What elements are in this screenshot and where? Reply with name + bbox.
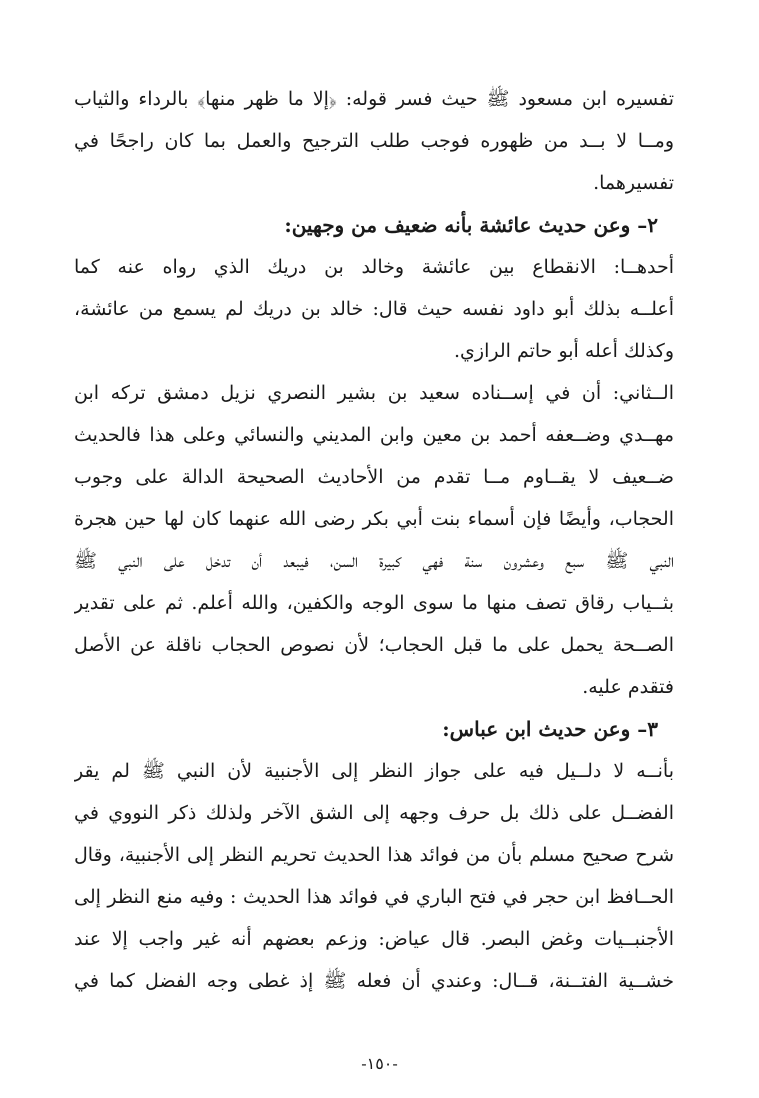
- text-line: تفسيره ابن مسعود ﷺ حيث فسر قوله: ﴿إلا ما ظهر منها﴾ بالرداء والثياب: [74, 88, 674, 110]
- text-line: الحجاب، وأيضًا فإن أسماء بنت أبي بكر رضى الله عنهما كان لها حين هجرة: [74, 508, 674, 530]
- text-line: الصــحة يحمل على ما قبل الحجاب؛ لأن نصوص الحجاب ناقلة عن الأصل: [74, 634, 674, 656]
- body-text: [74, 78, 674, 1002]
- text-line: تفسيرهما.: [593, 172, 674, 194]
- text-line: أحدهــا: الانقطاع بين عائشة وخالد بن دريك الذي رواه عنه كما: [74, 256, 674, 278]
- page-number: -١٥٠-: [361, 1054, 398, 1073]
- text-line: النبي ﷺ سبع وعشرون سنة فهي كبيرة السن، فيبعد أن تدخل على النبي ﷺ: [74, 550, 674, 572]
- text-line: أعلــه بذلك أبو داود نفسه حيث قال: خالد بن دريك لم يسمع من عائشة،: [74, 298, 674, 320]
- text-line: ومــا لا بــد من ظهوره فوجب طلب الترجيح والعمل بما كان راجحًا في: [74, 130, 674, 152]
- text-line: بثــياب رقاق تصف منها ما سوى الوجه والكفين، والله أعلم. ثم على تقدير: [74, 592, 674, 614]
- text-line: الفضــل على ذلك بل حرف وجهه إلى الشق الآخر ولذلك ذكر النووي في: [74, 802, 674, 824]
- text-line: وكذلك أعله أبو حاتم الرازي.: [453, 340, 674, 362]
- text-line: ضــعيف لا يقــاوم مــا تقدم من الأحاديث الصحيحة الدالة على وجوب: [74, 466, 674, 488]
- text-line: فتقدم عليه.: [582, 676, 674, 698]
- text-line: خشــية الفتــنة، قــال: وعندي أن فعله ﷺ إذ غطى وجه الفضل كما في: [74, 970, 674, 992]
- text-line: شرح صحيح مسلم بأن من فوائد هذا الحديث تحريم النظر إلى الأجنبية، وقال: [74, 844, 674, 866]
- section-heading: ٣– وعن حديث ابن عباس:: [442, 717, 658, 741]
- text-line: الأجنبــيات وغض البصر. قال عياض: وزعم بعضهم أنه غير واجب إلا عند: [74, 928, 674, 950]
- text-line: بأنــه لا دلــيل فيه على جواز النظر إلى الأجنبية لأن النبي ﷺ لم يقر: [74, 760, 674, 782]
- section-heading: ٢– وعن حديث عائشة بأنه ضعيف من وجهين:: [284, 213, 658, 237]
- text-line: الحــافظ ابن حجر في فتح الباري في فوائد هذا الحديث : وفيه منع النظر إلى: [74, 886, 674, 908]
- text-line: الــثاني: أن في إســناده سعيد بن بشير النصري نزيل دمشق تركه ابن: [74, 382, 674, 404]
- text-line: مهــدي وضــعفه أحمد بن معين وابن المديني والنسائي وعلى هذا فالحديث: [74, 424, 674, 446]
